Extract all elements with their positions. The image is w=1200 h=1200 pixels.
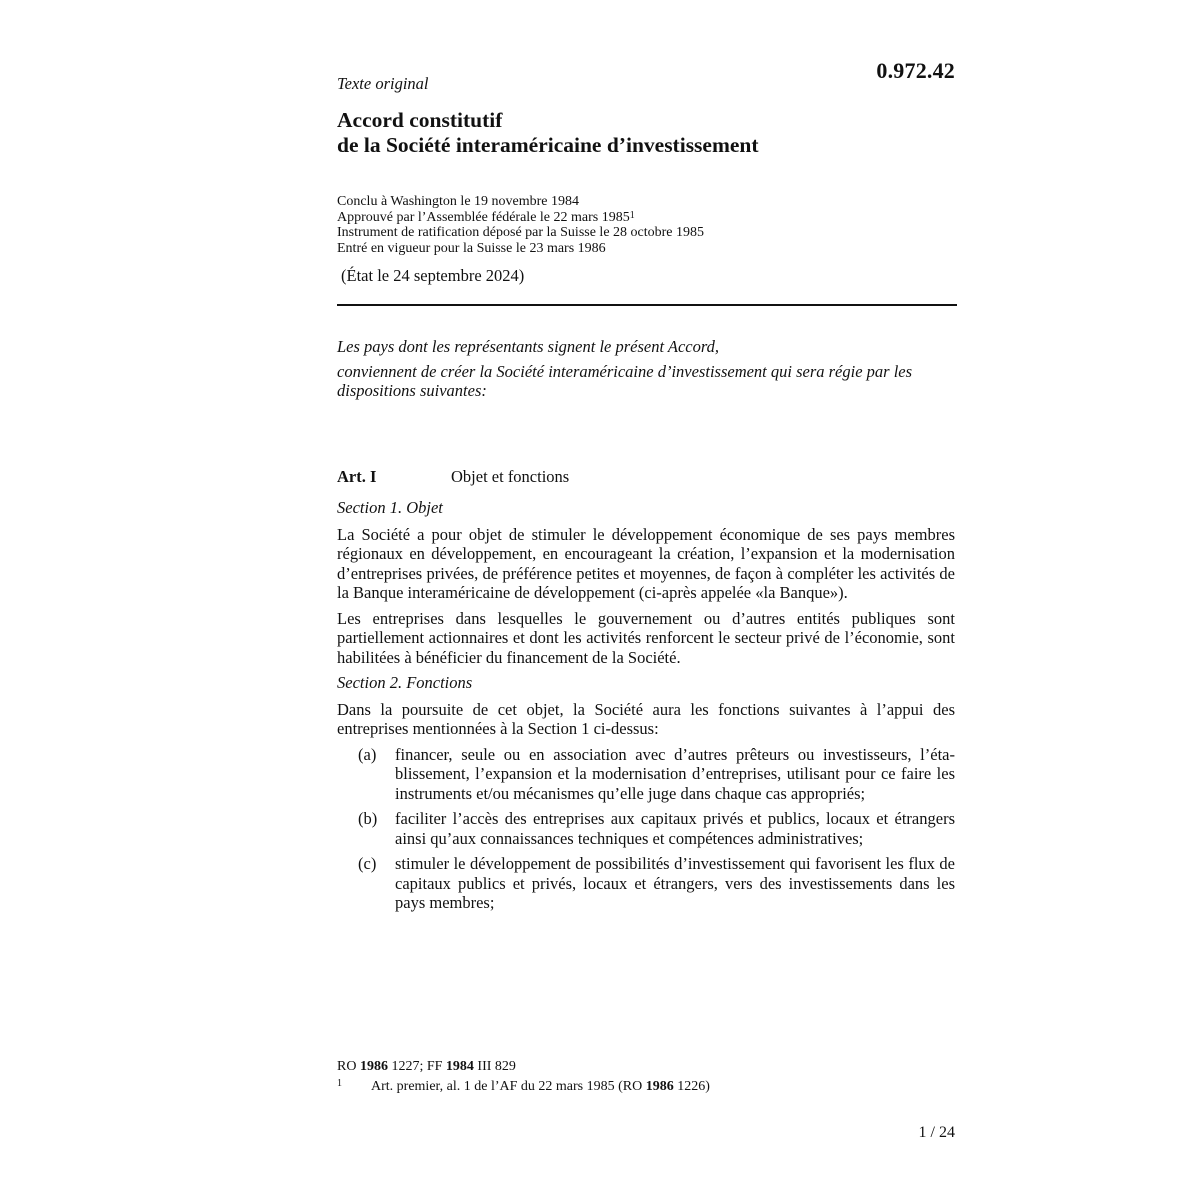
page-number: 1 / 24 xyxy=(918,1124,955,1141)
article-number: Art. I xyxy=(337,467,377,486)
list-item-label: (c) xyxy=(358,854,377,873)
footnote-1 xyxy=(337,1078,710,1096)
list-item xyxy=(337,809,955,848)
article-heading xyxy=(337,467,955,487)
footnote-ref-1[interactable]: 1 xyxy=(629,209,635,221)
section1-title: Section 1. Objet xyxy=(337,498,443,517)
list-item xyxy=(337,854,955,913)
document-title-line1: Accord constitutif xyxy=(337,108,503,132)
functions-list xyxy=(337,745,955,913)
header-divider xyxy=(337,304,957,306)
etat-date: (État le 24 septembre 2024) xyxy=(341,266,525,285)
document-metadata xyxy=(337,194,704,256)
list-item-text: financer, seule ou en association avec d’autres prêteurs ou investisseurs, l’établissement, l’expansion et la modernisation d’entreprises, utilisant pour ce faire les instruments et/ou mécanismes qu’elle juge dans chaque cas appropriés; xyxy=(395,744,955,803)
list-item-label: (b) xyxy=(358,809,378,828)
meta-entre: Entré en vigueur pour la Suisse le 23 mars 1986 xyxy=(337,240,606,256)
list-item-text: stimuler le développement de possibilités d’investissement qui favorisent les flux de capitaux publics et privés, locaux et étrangers, vers des investissements dans les pays membres; xyxy=(395,854,955,912)
preamble-p2: conviennent de créer la Société interaméricaine d’investissement qui sera régie par les dispositions suivantes: xyxy=(337,361,913,400)
section2-title: Section 2. Fonctions xyxy=(337,673,473,692)
footnote-number: 1 xyxy=(337,1078,342,1089)
preamble-p1: Les pays dont les représentants signent le présent Accord, xyxy=(337,337,720,356)
meta-instrument: Instrument de ratification déposé par la Suisse le 28 octobre 1985 xyxy=(337,225,705,240)
section1-paragraph-2: Les entreprises dans lesquelles le gouvernement ou d’autres entités publiques sont partiellement actionnaires et dont les activités renforcent le secteur privé de l’économie, sont habilitées à bénéficier du financement de la Société. xyxy=(337,608,955,667)
article-title: Objet et fonctions xyxy=(451,467,570,486)
footnote-text: Art. premier, al. 1 de l’AF du 22 mars 1985 (RO 1986 1226) xyxy=(371,1079,710,1094)
list-item-label: (a) xyxy=(358,744,377,764)
texte-original-label: Texte original xyxy=(337,74,429,93)
list-item xyxy=(337,745,955,804)
meta-approuve: Approuvé par l’Assemblée fédérale le 22 mars 1985$^1$ xyxy=(337,209,635,225)
preamble xyxy=(337,337,955,406)
meta-conclu: Conclu à Washington le 19 novembre 1984 xyxy=(337,194,580,209)
section2-intro: Dans la poursuite de cet objet, la Société aura les fonctions suivantes à l’appui des entreprises mentionnées à la Section 1 ci-dessus: xyxy=(337,699,955,738)
article-body xyxy=(337,498,955,919)
section1-paragraph-1: La Société a pour objet de stimuler le développement économique de ses pays membres régionaux en développement, en encourageant la création, l’expansion et la modernisation d’entreprises privées, de préférence petites et moyennes, de façon à compléter les activités de la Banque interaméricaine de développement (ci-après appelée «la Banque»). xyxy=(337,524,955,602)
document-title xyxy=(337,108,759,158)
list-item-text: faciliter l’accès des entreprises aux capitaux privés et publics, locaux et étrangers ainsi qu’aux connaissances techniques et compétences administratives; xyxy=(395,809,955,848)
document-title-line2: de la Société interaméricaine d’investissement xyxy=(337,133,759,157)
sr-number: 0.972.42 xyxy=(876,58,955,83)
source-references: RO 1986 1227; FF 1984 III 829 xyxy=(337,1059,516,1074)
